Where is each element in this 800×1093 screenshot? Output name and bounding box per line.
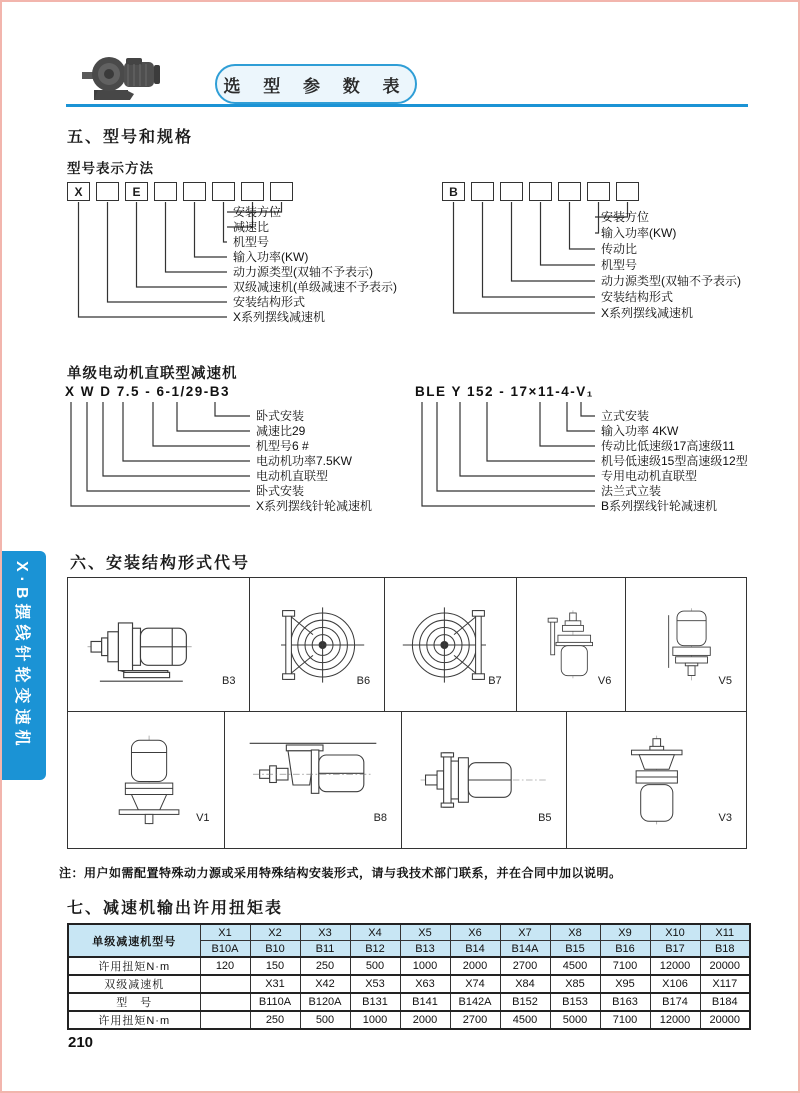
table-cell: X63 bbox=[400, 975, 450, 993]
model-diagram-x bbox=[65, 182, 437, 340]
table-cell: B120A bbox=[300, 993, 350, 1011]
code-box bbox=[270, 182, 293, 201]
table-cell: 2700 bbox=[450, 1011, 500, 1029]
table-cell: X85 bbox=[550, 975, 600, 993]
table-cell: B174 bbox=[650, 993, 700, 1011]
code-box bbox=[471, 182, 494, 201]
fan-label: 动力源类型(双轴不予表示) bbox=[233, 265, 373, 279]
table-cell: 12000 bbox=[650, 957, 700, 975]
table-cell: X11 bbox=[700, 924, 750, 941]
model-string: X W D 7.5 - 6-1/29-B3 bbox=[65, 384, 231, 399]
table-cell: X5 bbox=[400, 924, 450, 941]
fan-label: 传动比 bbox=[601, 242, 638, 256]
table-cell: B15 bbox=[550, 941, 600, 958]
code-box bbox=[558, 182, 581, 201]
table-cell: 500 bbox=[350, 957, 400, 975]
header-rule bbox=[66, 104, 748, 107]
section7-heading: 七、减速机输出许用扭矩表 bbox=[67, 900, 284, 917]
table-cell: B17 bbox=[650, 941, 700, 958]
table-cell: X8 bbox=[550, 924, 600, 941]
table-cell: B163 bbox=[600, 993, 650, 1011]
fan-label: 立式安装 bbox=[601, 409, 650, 423]
table-cell: X42 bbox=[300, 975, 350, 993]
fan-label: 减速比29 bbox=[256, 424, 306, 438]
table-cell: 2700 bbox=[500, 957, 550, 975]
code-box bbox=[212, 182, 235, 201]
fan-label: 安装方位 bbox=[601, 210, 650, 224]
table-cell: X9 bbox=[600, 924, 650, 941]
table-cell: 7100 bbox=[600, 1011, 650, 1029]
table-cell: B16 bbox=[600, 941, 650, 958]
table-cell: 250 bbox=[250, 1011, 300, 1029]
table-row-torque-single bbox=[68, 957, 750, 975]
table-cell: 2000 bbox=[450, 957, 500, 975]
mount-drawing-b8 bbox=[238, 724, 388, 836]
table-cell: X6 bbox=[450, 924, 500, 941]
gear-motor-photo bbox=[82, 50, 164, 106]
table-cell: X10 bbox=[650, 924, 700, 941]
fan-label: 电动机功率7.5KW bbox=[256, 454, 353, 468]
table-cell: X2 bbox=[250, 924, 300, 941]
code-box: E bbox=[125, 182, 148, 201]
code-box bbox=[500, 182, 523, 201]
fan-label: 双级减速机(单级减速不予表示) bbox=[233, 280, 397, 294]
table-cell: X7 bbox=[500, 924, 550, 941]
mount-label: V5 bbox=[718, 675, 732, 687]
fan-label: 动力源类型(双轴不予表示) bbox=[601, 274, 741, 288]
mount-label: B5 bbox=[538, 812, 552, 824]
table-cell: X53 bbox=[350, 975, 400, 993]
mount-cell-b6 bbox=[250, 578, 385, 712]
table-row-torque-double bbox=[68, 1011, 750, 1029]
code-box bbox=[154, 182, 177, 201]
mount-cell-b3 bbox=[68, 578, 250, 712]
row-label: 双级减速机 bbox=[68, 975, 200, 993]
section5-heading: 五、型号和规格 bbox=[67, 129, 194, 146]
fan-label: B系列摆线针轮减速机 bbox=[601, 499, 718, 513]
row-label: 许用扭矩N·m bbox=[68, 1011, 200, 1029]
table-row-x bbox=[68, 924, 750, 941]
code-box bbox=[616, 182, 639, 201]
table-cell: B13 bbox=[400, 941, 450, 958]
table-cell: B110A bbox=[250, 993, 300, 1011]
table-cell: 500 bbox=[300, 1011, 350, 1029]
mount-cell-v1 bbox=[68, 712, 225, 848]
table-cell: X1 bbox=[200, 924, 250, 941]
table-cell: 4500 bbox=[500, 1011, 550, 1029]
mount-label: B7 bbox=[488, 675, 502, 687]
table-cell: X4 bbox=[350, 924, 400, 941]
fan-label: 减速比 bbox=[233, 220, 270, 234]
fan-label: X系列摆线针轮减速机 bbox=[256, 499, 373, 513]
fan-label: 安装结构形式 bbox=[233, 295, 306, 309]
model-notation-subheading: 型号表示方法 bbox=[67, 161, 154, 176]
model-string: BLE Y 152 - 17×11-4-V₁ bbox=[415, 384, 594, 399]
table-cell: B14 bbox=[450, 941, 500, 958]
table-cell: B18 bbox=[700, 941, 750, 958]
table-cell: X3 bbox=[300, 924, 350, 941]
torque-table bbox=[67, 923, 751, 1030]
mount-drawing-v3 bbox=[591, 724, 721, 836]
table-cell: B10A bbox=[200, 941, 250, 958]
mount-cell-v5 bbox=[626, 578, 746, 712]
table-cell: 250 bbox=[300, 957, 350, 975]
table-cell: 1000 bbox=[350, 1011, 400, 1029]
table-cell: B153 bbox=[550, 993, 600, 1011]
table-cell: X106 bbox=[650, 975, 700, 993]
fan-label: 专用电动机直联型 bbox=[601, 469, 698, 483]
fan-label: 电动机直联型 bbox=[256, 469, 329, 483]
model-diagram-b bbox=[440, 182, 785, 340]
fan-label: 机型号 bbox=[233, 235, 270, 249]
table-cell: B184 bbox=[700, 993, 750, 1011]
table-cell: 5000 bbox=[550, 1011, 600, 1029]
row-label: 型 号 bbox=[68, 993, 200, 1011]
section6-heading: 六、安装结构形式代号 bbox=[70, 555, 251, 572]
mount-drawing-b3 bbox=[84, 593, 234, 697]
table-cell: B11 bbox=[300, 941, 350, 958]
fan-label: 机型号6 # bbox=[256, 439, 309, 453]
mount-forms-table bbox=[67, 577, 747, 849]
table-cell: 20000 bbox=[700, 1011, 750, 1029]
table-cell: 12000 bbox=[650, 1011, 700, 1029]
page-title-text: 选 型 参 数 表 bbox=[223, 76, 409, 96]
fan-label: 输入功率(KW) bbox=[601, 226, 677, 240]
fan-label: 机号低速级15型高速级12型 bbox=[601, 454, 748, 468]
table-cell: 150 bbox=[250, 957, 300, 975]
table-cell bbox=[200, 975, 250, 993]
fan-label: X系列摆线减速机 bbox=[233, 310, 326, 324]
mount-label: B6 bbox=[356, 675, 371, 687]
fan-label: 卧式安装 bbox=[256, 484, 305, 498]
table-row-double-b bbox=[68, 993, 750, 1011]
sidebar-tab bbox=[2, 551, 46, 780]
table-cell: 7100 bbox=[600, 957, 650, 975]
fan-label: 输入功率 4KW bbox=[601, 424, 679, 438]
table-cell: X117 bbox=[700, 975, 750, 993]
table-row-double-x bbox=[68, 975, 750, 993]
code-box bbox=[241, 182, 264, 201]
fan-label: 卧式安装 bbox=[256, 409, 305, 423]
corner-cell: 单级减速机型号 bbox=[68, 924, 200, 957]
note-text: 注：用户如需配置特殊动力源或采用特殊结构安装形式，请与我技术部门联系，并在合同中加以说明。 bbox=[59, 866, 622, 880]
mount-label: V6 bbox=[597, 675, 612, 687]
fan-label: 安装方位 bbox=[233, 205, 282, 219]
code-box bbox=[587, 182, 610, 201]
table-cell: B142A bbox=[450, 993, 500, 1011]
sidebar-label: X·B摆线针轮变速机 bbox=[13, 561, 30, 751]
table-cell: B14A bbox=[500, 941, 550, 958]
page-number: 210 bbox=[68, 1034, 94, 1051]
table-cell: B12 bbox=[350, 941, 400, 958]
fan-label: 安装结构形式 bbox=[601, 290, 674, 304]
mount-cell-v3 bbox=[567, 712, 746, 848]
table-cell: X31 bbox=[250, 975, 300, 993]
table-cell: B141 bbox=[400, 993, 450, 1011]
page-title bbox=[215, 64, 417, 104]
code-box bbox=[183, 182, 206, 201]
mount-label: V1 bbox=[196, 812, 210, 824]
table-cell: B152 bbox=[500, 993, 550, 1011]
model-example-b bbox=[415, 384, 800, 514]
code-box bbox=[529, 182, 552, 201]
table-cell: 4500 bbox=[550, 957, 600, 975]
model-example-x bbox=[65, 384, 437, 514]
table-cell: X74 bbox=[450, 975, 500, 993]
fan-label: 法兰式立装 bbox=[601, 484, 662, 498]
mount-cell-b8 bbox=[225, 712, 402, 848]
table-cell bbox=[200, 1011, 250, 1029]
code-box bbox=[96, 182, 119, 201]
code-box: X bbox=[67, 182, 90, 201]
table-cell: 120 bbox=[200, 957, 250, 975]
mount-drawing-b5 bbox=[414, 728, 554, 832]
table-cell: 1000 bbox=[400, 957, 450, 975]
mount-label: B8 bbox=[373, 812, 388, 824]
table-cell: 2000 bbox=[400, 1011, 450, 1029]
table-cell: B10 bbox=[250, 941, 300, 958]
table-cell: B131 bbox=[350, 993, 400, 1011]
mount-cell-b5 bbox=[402, 712, 567, 848]
example-heading: 单级电动机直联型减速机 bbox=[67, 366, 238, 382]
row-label: 许用扭矩N·m bbox=[68, 957, 200, 975]
mount-cell-v6 bbox=[517, 578, 627, 712]
fan-lines bbox=[65, 384, 437, 514]
table-cell bbox=[200, 993, 250, 1011]
fan-label: 机型号 bbox=[601, 258, 638, 272]
fan-label: X系列摆线减速机 bbox=[601, 306, 694, 320]
mount-label: B3 bbox=[222, 675, 236, 687]
code-box: B bbox=[442, 182, 465, 201]
table-cell: 20000 bbox=[700, 957, 750, 975]
fan-label: 传动比低速级17高速级11 bbox=[601, 439, 735, 453]
table-cell: X95 bbox=[600, 975, 650, 993]
mount-label: V3 bbox=[718, 812, 733, 824]
mount-cell-b7 bbox=[385, 578, 517, 712]
table-cell: X84 bbox=[500, 975, 550, 993]
mount-drawing-v1 bbox=[81, 724, 211, 836]
fan-label: 输入功率(KW) bbox=[233, 250, 309, 264]
